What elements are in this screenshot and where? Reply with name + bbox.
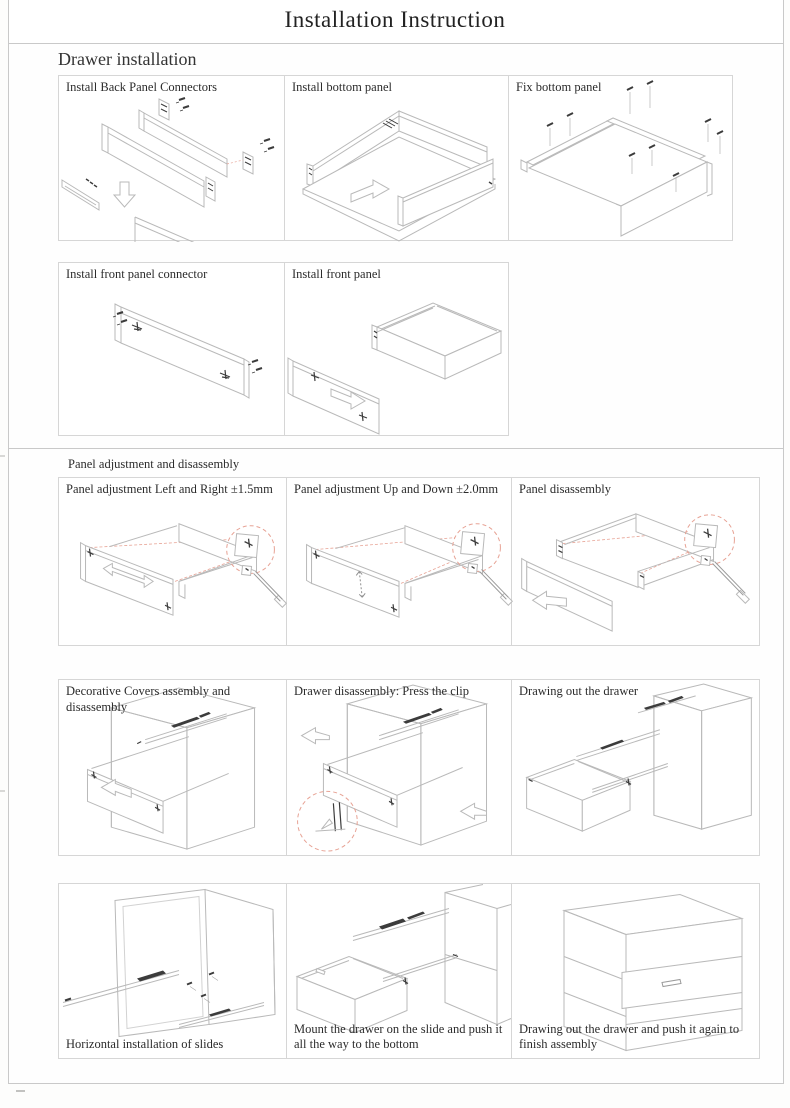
install-front-panel-illustration bbox=[285, 263, 510, 437]
panel-title-covers: Decorative Covers assembly and disassembly bbox=[66, 684, 231, 714]
page-title: Installation Instruction bbox=[284, 7, 506, 32]
panel-install-front bbox=[284, 262, 509, 436]
horizontal-slides-illustration bbox=[59, 884, 288, 1060]
row-1 bbox=[58, 75, 733, 241]
left-edge-tick bbox=[0, 790, 5, 792]
row-5 bbox=[58, 883, 760, 1059]
panel-press-clip bbox=[286, 679, 512, 856]
panel-adjust-lr bbox=[58, 477, 287, 646]
panel-covers bbox=[58, 679, 287, 856]
panel-title-install-front: Install front panel bbox=[292, 267, 381, 281]
panel-title-drawing-out: Drawing out the drawer bbox=[519, 684, 639, 698]
panel-mount-drawer bbox=[286, 883, 512, 1059]
panel-fix-bottom bbox=[508, 75, 733, 241]
panel-adjust-ud bbox=[286, 477, 512, 646]
page-footer-dash bbox=[16, 1090, 25, 1092]
drawer-disassembly-clip-illustration bbox=[287, 680, 513, 857]
panel-title-mount-drawer: Mount the drawer on the slide and push it all the way to the bottom bbox=[294, 1021, 503, 1052]
row-4 bbox=[58, 679, 760, 856]
left-edge-tick bbox=[0, 455, 5, 457]
section-divider bbox=[8, 448, 784, 449]
row-3 bbox=[58, 477, 760, 646]
install-bottom-panel-illustration bbox=[285, 76, 510, 242]
panel-title-adjust-lr: Panel adjustment Left and Right ±1.5mm bbox=[66, 482, 273, 496]
panel-install-bottom bbox=[284, 75, 509, 241]
panel-drawing-out bbox=[511, 679, 760, 856]
panel-title-front-connector: Install front panel connector bbox=[66, 267, 208, 281]
panel-horizontal-slides bbox=[58, 883, 287, 1059]
panel-title-horizontal-slides: Horizontal installation of slides bbox=[66, 1037, 224, 1052]
panel-title-install-bottom: Install bottom panel bbox=[292, 80, 392, 94]
panel-title-adjust-ud: Panel adjustment Up and Down ±2.0mm bbox=[294, 482, 499, 496]
panel-title-disassembly: Panel disassembly bbox=[519, 482, 612, 496]
back-panel-connectors-illustration bbox=[59, 76, 286, 242]
panel-title-back-connectors: Install Back Panel Connectors bbox=[66, 80, 218, 94]
row-2 bbox=[58, 262, 509, 436]
panel-title-fix-bottom: Fix bottom panel bbox=[516, 80, 602, 94]
panel-adjustment-left-right-illustration bbox=[59, 478, 288, 647]
section-heading-drawer-installation: Drawer installation bbox=[58, 49, 197, 69]
panel-adjustment-up-down-illustration bbox=[287, 478, 513, 647]
panel-title-finish-assembly: Drawing out the drawer and push it again to finish assembly bbox=[519, 1021, 740, 1052]
panel-front-connector bbox=[58, 262, 285, 436]
front-panel-connector-illustration bbox=[59, 263, 286, 437]
section-heading-panel-adjustment: Panel adjustment and disassembly bbox=[68, 457, 240, 471]
panel-finish-assembly bbox=[511, 883, 760, 1059]
panel-disassembly bbox=[511, 477, 760, 646]
fix-bottom-panel-illustration bbox=[509, 76, 734, 242]
drawing-out-drawer-illustration bbox=[512, 680, 761, 857]
panel-title-press-clip: Drawer disassembly: Press the clip bbox=[294, 684, 469, 698]
panel-back-connectors bbox=[58, 75, 285, 241]
panel-disassembly-illustration bbox=[512, 478, 761, 647]
